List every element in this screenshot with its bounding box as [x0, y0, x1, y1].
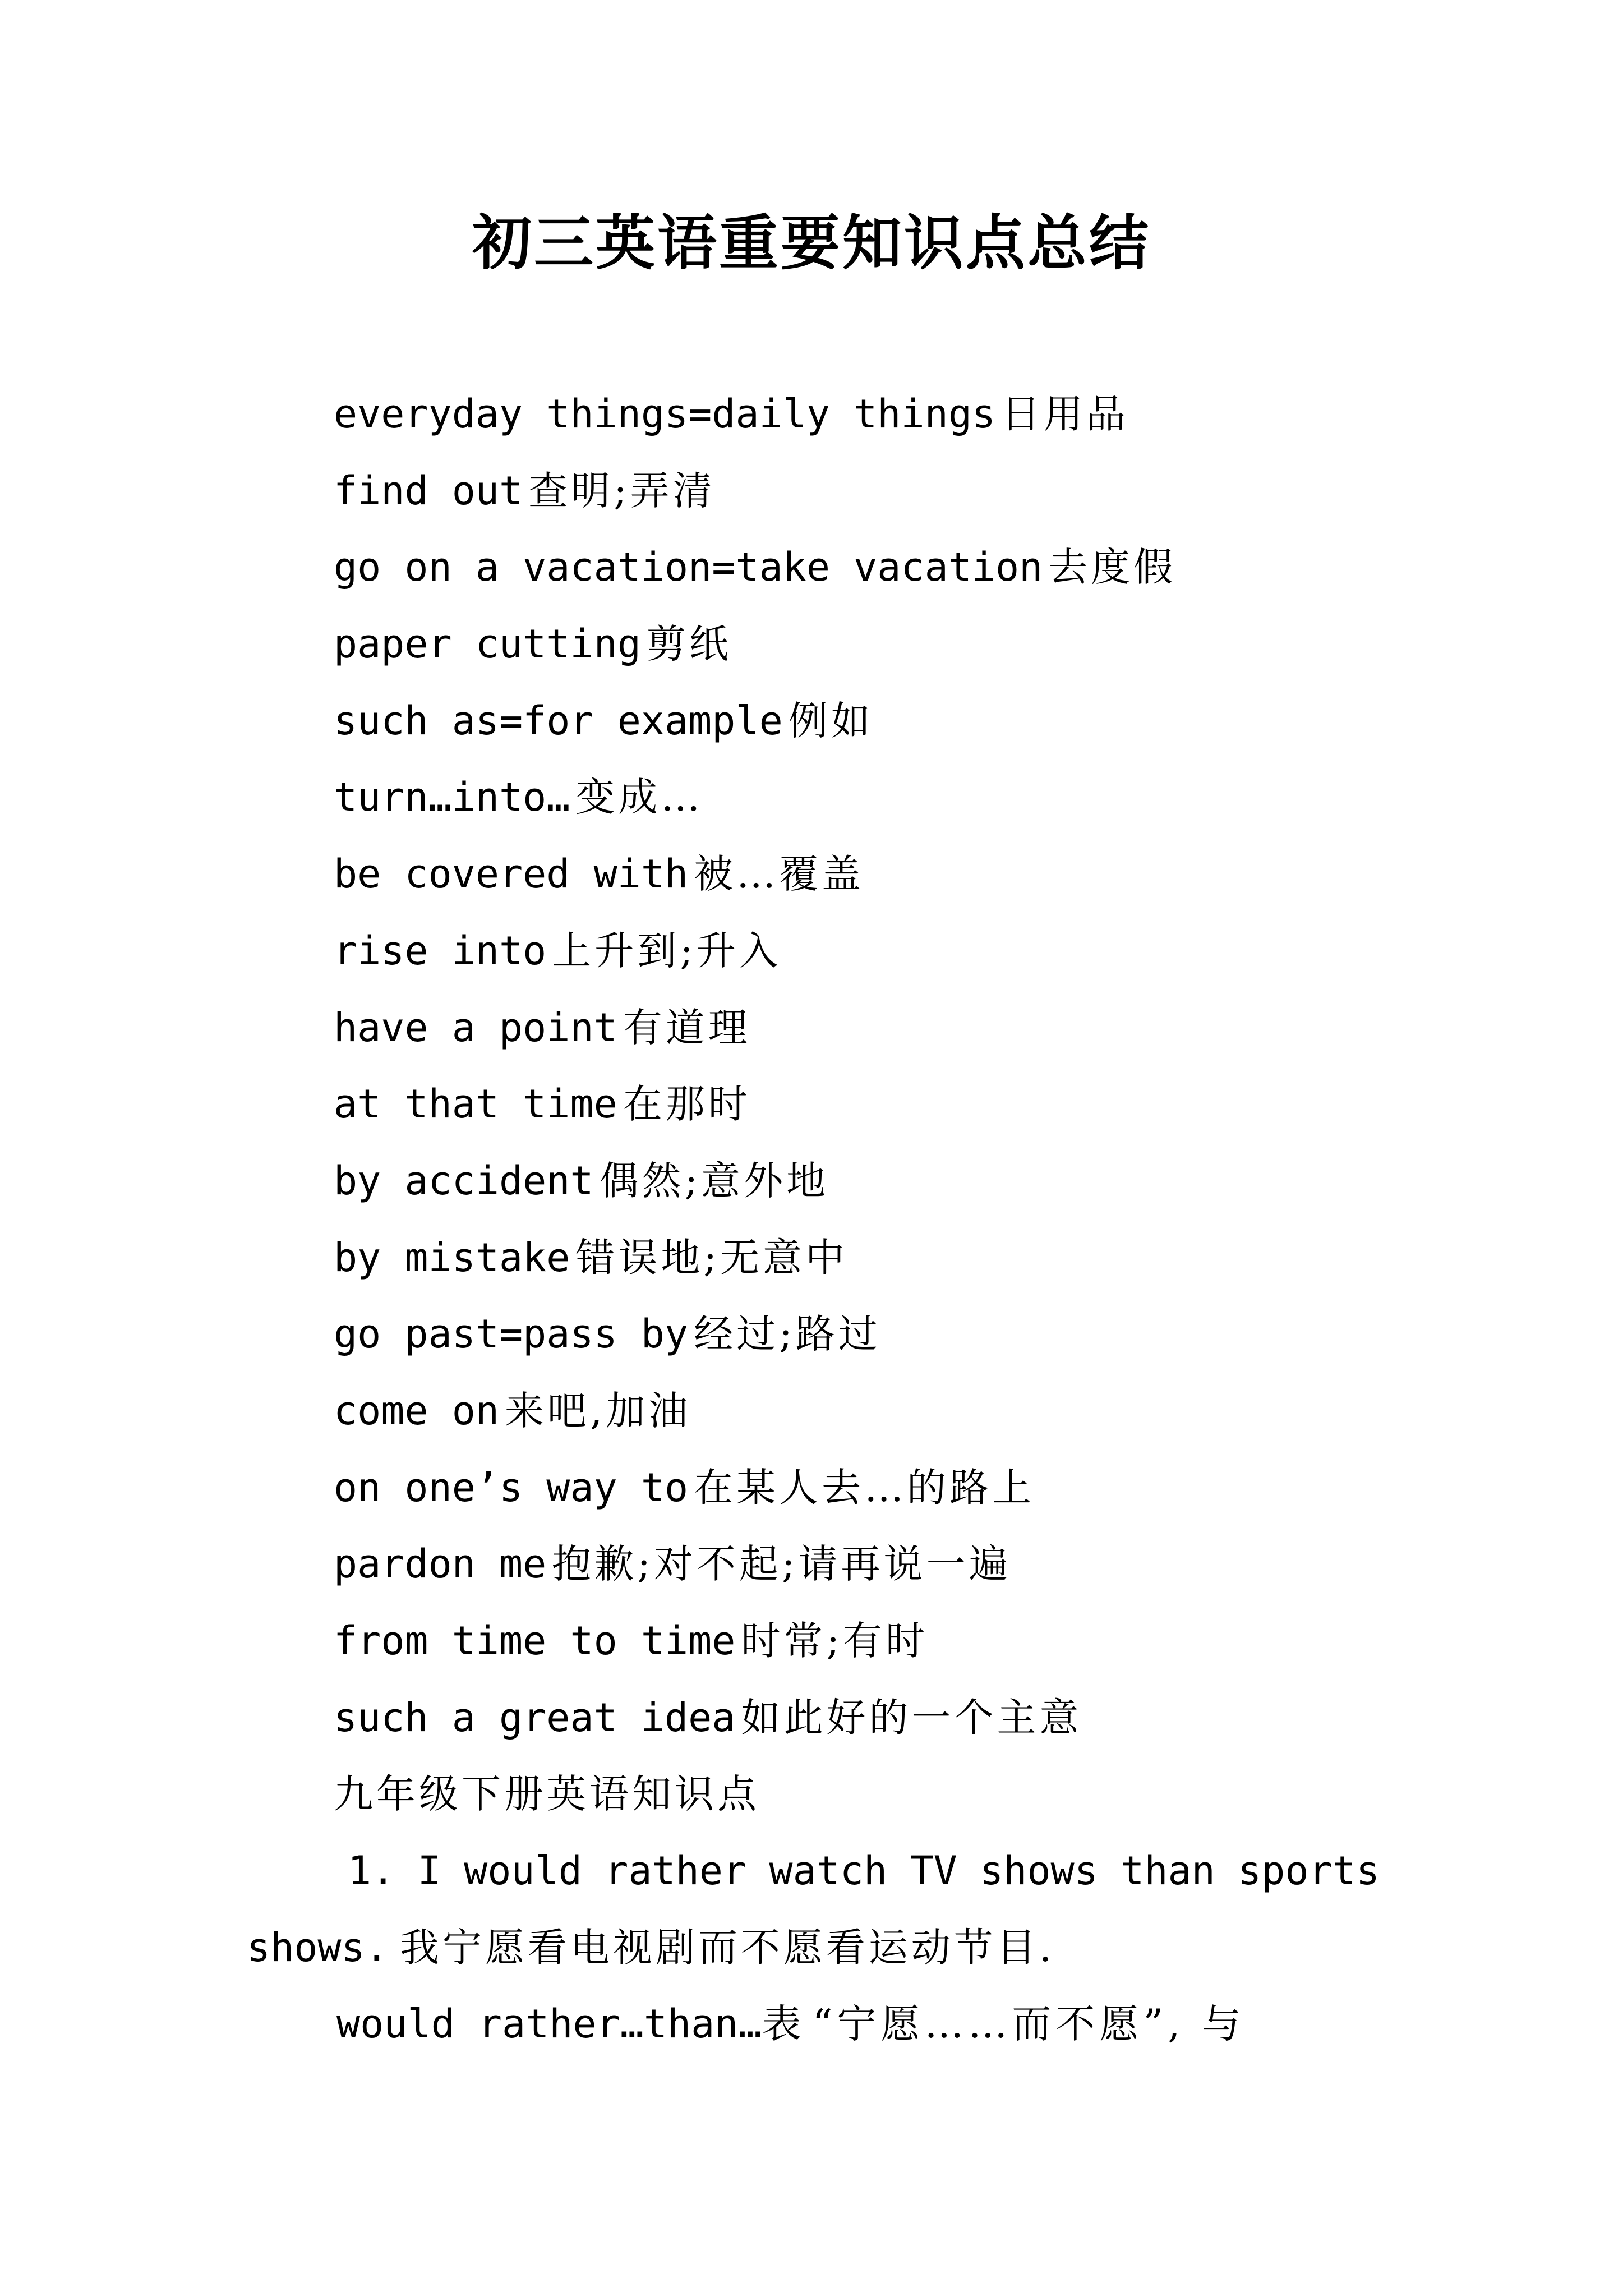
vocab-item: [334, 1680, 1176, 1756]
vocab-chinese: 时常;有时: [741, 1618, 929, 1664]
vocab-item: [334, 529, 1176, 606]
grammar-explanation: “宁愿……而不愿”, 与: [812, 2001, 1246, 2047]
vocab-chinese: 查明;弄清: [528, 467, 716, 514]
vocab-chinese: 错误地;无意中: [575, 1234, 849, 1281]
vocab-english: be covered with: [334, 851, 689, 898]
example-sentence-1: [247, 1833, 1380, 1987]
vocab-english: pardon me: [334, 1541, 547, 1588]
sentence-line: [247, 1833, 1380, 1910]
sentence-translation: 我宁愿看电视剧而不愿看运动节目.: [399, 1924, 1055, 1971]
vocab-english: on one’s way to: [334, 1464, 689, 1511]
vocab-chinese: 在某人去…的路上: [694, 1464, 1035, 1511]
vocab-chinese: 偶然;意外地: [599, 1157, 829, 1204]
vocab-chinese: 来吧,加油: [505, 1387, 691, 1434]
vocab-item: [334, 1066, 1176, 1143]
vocab-english: from time to time: [334, 1618, 736, 1664]
grammar-pattern: would rather…than…表: [336, 2001, 801, 2047]
sentence-word: shows: [980, 1848, 1098, 1894]
vocab-english: go past=pass by: [334, 1311, 689, 1358]
vocab-english: turn…into…: [334, 774, 570, 821]
vocab-english: rise into: [334, 927, 547, 974]
vocab-chinese: 去度假: [1048, 544, 1177, 591]
vocab-item: [334, 913, 1176, 990]
vocab-english: such as=for example: [334, 697, 783, 744]
sentence-word: than: [1121, 1848, 1215, 1894]
section-heading: 九年级下册英语知识点: [334, 1771, 760, 1817]
vocab-english: paper cutting: [334, 621, 641, 668]
vocab-chinese: 日用品: [1001, 391, 1129, 437]
vocab-chinese: 如此好的一个主意: [741, 1694, 1082, 1741]
vocab-chinese: 在那时: [623, 1081, 751, 1128]
vocab-chinese: 有道理: [623, 1004, 751, 1051]
vocab-english: everyday things=daily things: [334, 391, 996, 437]
vocab-list: [334, 376, 1176, 1756]
vocab-item: [334, 1143, 1176, 1220]
vocab-item: [334, 1373, 1176, 1450]
sentence-word: TV: [910, 1848, 957, 1894]
sentence-word: rather: [605, 1848, 747, 1894]
vocab-item: [334, 1220, 1176, 1296]
sentence-word: sports: [1238, 1848, 1380, 1894]
vocab-english: have a point: [334, 1004, 617, 1051]
vocab-english: find out: [334, 467, 523, 514]
sentence-line: [247, 1910, 1380, 1987]
vocab-english: such a great idea: [334, 1694, 736, 1741]
vocab-item: [334, 683, 1176, 760]
sentence-english-end: shows.: [247, 1924, 389, 1971]
vocab-item: [334, 1603, 1176, 1680]
vocab-chinese: 被…覆盖: [694, 851, 865, 898]
vocab-chinese: 例如: [788, 697, 874, 744]
vocab-item: [334, 759, 1176, 836]
vocab-item: [334, 1450, 1176, 1526]
document-title: 初三英语重要知识点总结: [472, 208, 1151, 278]
vocab-chinese: 变成…: [575, 774, 704, 821]
vocab-item: [334, 1296, 1176, 1373]
vocab-chinese: 剪纸: [646, 621, 732, 668]
sentence-word: watch: [769, 1848, 888, 1894]
vocab-chinese: 上升到;升入: [552, 927, 782, 974]
vocab-chinese: 抱歉;对不起;请再说一遍: [552, 1541, 1012, 1588]
sentence-word: would: [464, 1848, 582, 1894]
vocab-english: come on: [334, 1387, 500, 1434]
sentence-word: I: [417, 1848, 441, 1894]
vocab-english: by mistake: [334, 1234, 570, 1281]
vocab-item: [334, 836, 1176, 913]
vocab-english: at that time: [334, 1081, 617, 1128]
vocab-item: [334, 453, 1176, 530]
vocab-item: [334, 606, 1176, 683]
vocab-item: [334, 376, 1176, 453]
sentence-word: 1.: [348, 1848, 395, 1894]
vocab-item: [334, 1526, 1176, 1603]
vocab-english: by accident: [334, 1157, 594, 1204]
vocab-item: [334, 990, 1176, 1066]
grammar-note: [336, 1986, 1469, 2064]
vocab-english: go on a vacation=take vacation: [334, 544, 1043, 591]
vocab-chinese: 经过;路过: [694, 1311, 881, 1358]
